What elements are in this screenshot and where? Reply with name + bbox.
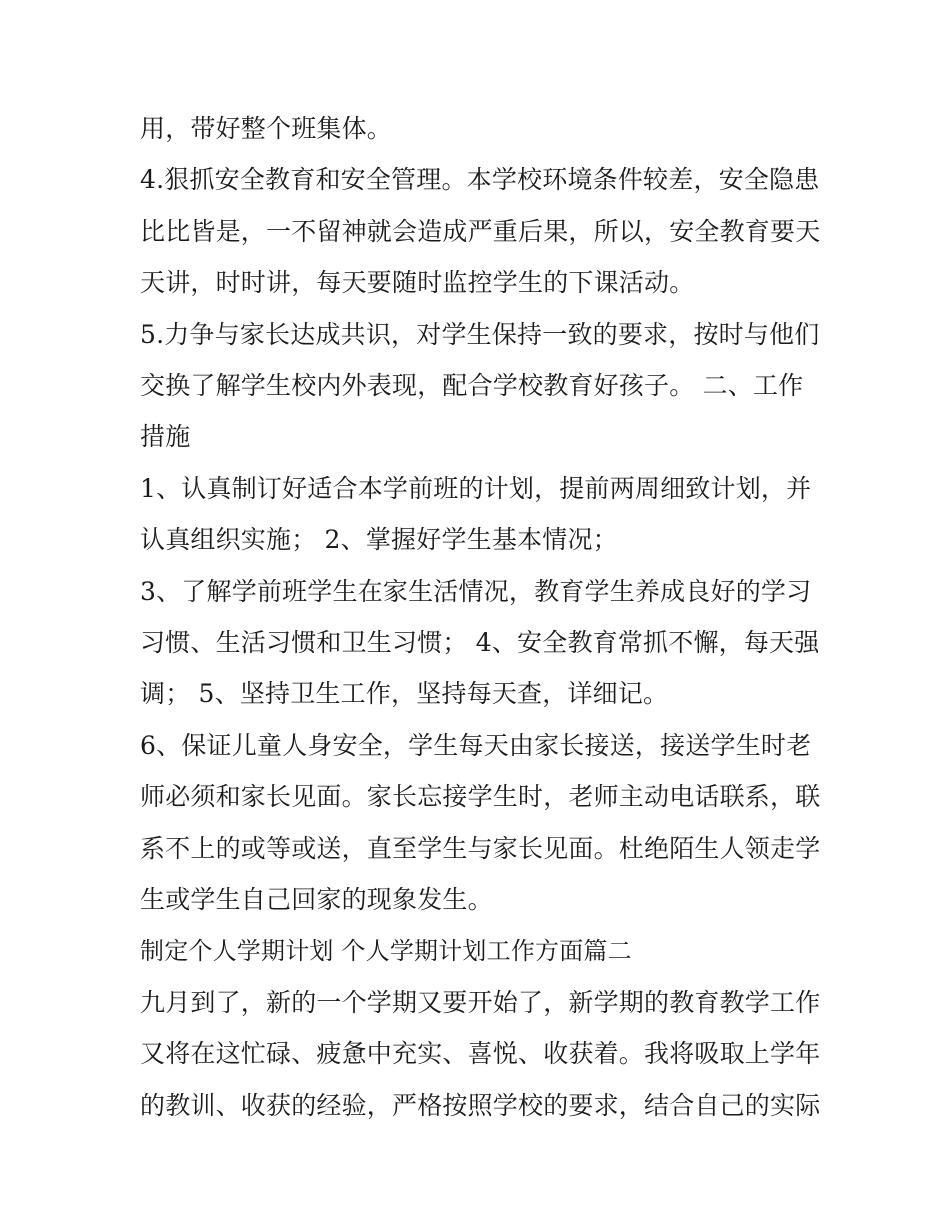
document-body [140,103,820,1131]
text-line: 3、了解学前班学生在家生活情况，教育学生养成良好的学习 [140,576,812,606]
text-line: 又将在这忙碌、疲惫中充实、喜悦、收获着。我将吸取上学年 [140,1039,821,1069]
text-line: 调； 5、坚持卫生工作，坚持每天查，详细记。 [140,679,669,709]
section-heading: 制定个人学期计划 个人学期计划工作方面篇二 [140,936,632,965]
text-line: 4.狠抓安全教育和安全管理。本学校环境条件较差，安全隐患 [140,165,820,195]
text-line: 生或学生自己回家的现象发生。 [140,885,493,915]
text-line: 6、保证儿童人身安全，学生每天由家长接送，接送学生时老 [140,730,812,760]
text-line: 的教训、收获的经验，严格按照学校的要求，结合自己的实际 [140,1090,821,1120]
text-line: 系不上的或等或送，直至学生与家长见面。杜绝陌生人领走学 [140,833,821,863]
text-line: 认真组织实施； 2、掌握好学生基本情况； [140,525,618,555]
text-line: 用，带好整个班集体。 [140,114,393,143]
text-line: 天讲，时时讲，每天要随时监控学生的下课活动。 [140,268,695,298]
text-line: 措施 [140,422,191,452]
text-line: 1、认真制订好适合本学前班的计划，提前两周细致计划，并 [140,473,812,503]
text-line: 比比皆是，一不留神就会造成严重后果，所以，安全教育要天 [140,216,821,246]
text-line: 5.力争与家长达成共识，对学生保持一致的要求，按时与他们 [140,319,820,349]
text-line: 师必须和家长见面。家长忘接学生时，老师主动电话联系，联 [140,782,821,812]
text-line: 交换了解学生校内外表现，配合学校教育好孩子。 二、工作 [140,371,804,401]
text-line: 九月到了，新的一个学期又要开始了，新学期的教育教学工作 [140,987,821,1017]
text-line: 习惯、生活习惯和卫生习惯； 4、安全教育常抓不懈，每天强 [140,628,820,658]
